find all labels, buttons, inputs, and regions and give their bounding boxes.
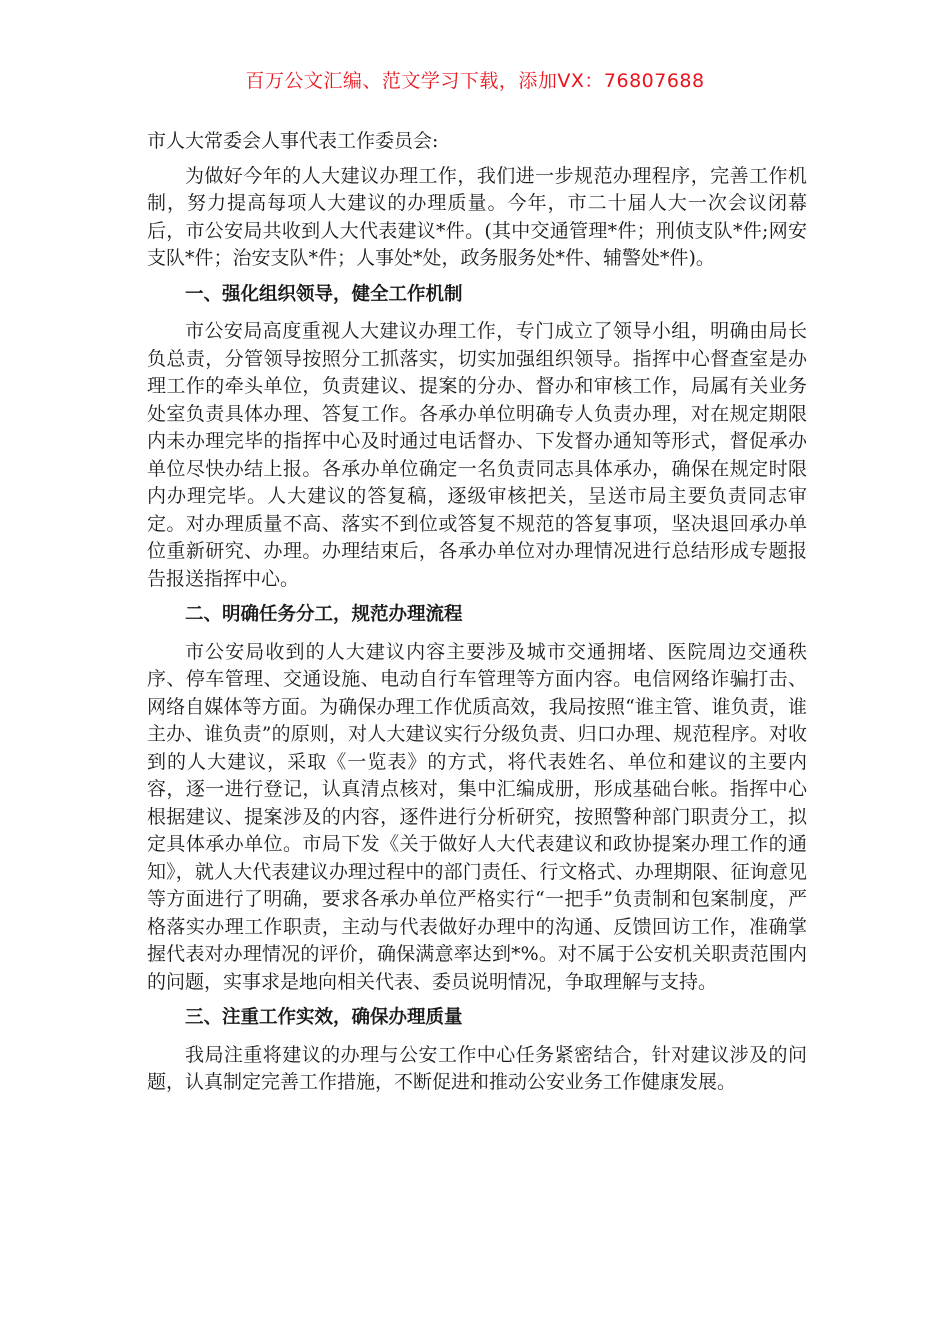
intro-paragraph: 为做好今年的人大建议办理工作，我们进一步规范办理程序，完善工作机制，努力提高每项人大建议的办理质量。今年，市二十届人大一次会议闭幕后，市公安局共收到人大代表建议*件。(其中交通管理*件；刑侦支队*件;网安支队*件；治安支队*件；人事处*处，政务服务处*件、辅警处*件)。 (147, 164, 807, 269)
section-body-3: 我局注重将建议的办理与公安工作中心任务紧密结合，针对建议涉及的问题，认真制定完善工作措施，不断促进和推动公安业务工作健康发展。 (147, 1043, 807, 1093)
section-heading-1: 一、强化组织领导，健全工作机制 (185, 283, 463, 305)
watermark-banner: 百万公文汇编、范文学习下载，添加VX：76807688 (245, 70, 705, 92)
section-body-2: 市公安局收到的人大建议内容主要涉及城市交通拥堵、医院周边交通秩序、停车管理、交通设施、电动自行车管理等方面内容。电信网络诈骗打击、网络自媒体等方面。为确保办理工作优质高效，我局按照“谁主管、谁负责，谁主办、谁负责”的原则，对人大建议实行分级负责、归口办理、规范程序。对收到的人大建议，采取《一览表》的方式，将代表姓名、单位和建议的主要内容，逐一进行登记，认真清点核对，集中汇编成册，形成基础台帐。指挥中心根据建议、提案涉及的内容，逐件进行分析研究，按照警种部门职责分工，拟定具体承办单位。市局下发《关于做好人大代表建议和政协提案办理工作的通知》，就人大代表建议办理过程中的部门责任、行文格式、办理期限、征询意见等方面进行了明确，要求各承办单位严格实行“一把手”负责制和包案制度，严格落实办理工作职责，主动与代表做好办理中的沟通、反馈回访工作，准确掌握代表对办理情况的评价，确保满意率达到*%。对不属于公安机关职责范围内的问题，实事求是地向相关代表、委员说明情况，争取理解与支持。 (147, 640, 807, 993)
document-body (147, 128, 807, 1103)
section-body-1: 市公安局高度重视人大建议办理工作，专门成立了领导小组，明确由局长负总责，分管领导按照分工抓落实，切实加强组织领导。指挥中心督查室是办理工作的牵头单位，负责建议、提案的分办、督办和审核工作，局属有关业务处室负责具体办理、答复工作。各承办单位明确专人负责办理，对在规定期限内未办理完毕的指挥中心及时通过电话督办、下发督办通知等形式，督促承办单位尽快办结上报。各承办单位确定一名负责同志具体承办，确保在规定时限内办理完毕。人大建议的答复稿，逐级审核把关，呈送市局主要负责同志审定。对办理质量不高、落实不到位或答复不规范的答复事项，坚决退回承办单位重新研究、办理。办理结束后，各承办单位对办理情况进行总结形成专题报告报送指挥中心。 (147, 320, 807, 590)
salutation: 市人大常委会人事代表工作委员会: (147, 130, 439, 152)
section-heading-2: 二、明确任务分工，规范办理流程 (185, 604, 463, 625)
section-heading-3: 三、注重工作实效，确保办理质量 (185, 1007, 463, 1028)
